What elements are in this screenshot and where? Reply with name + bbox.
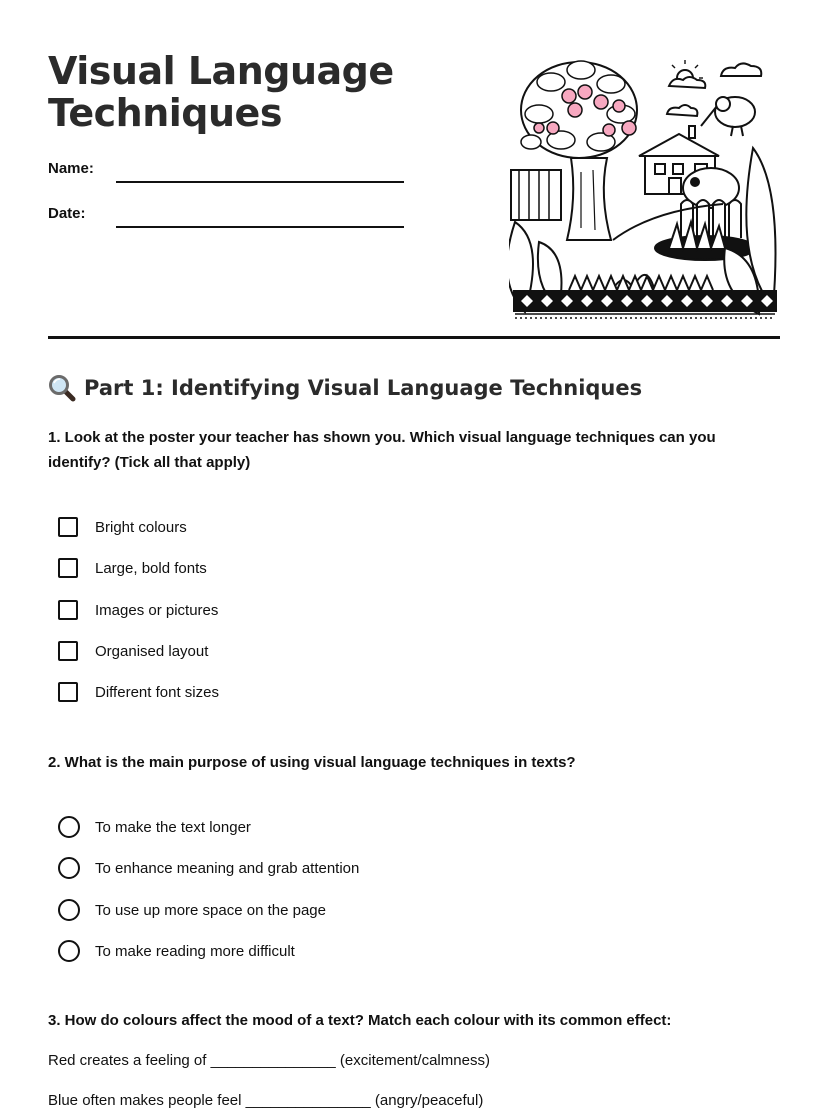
radio-button[interactable] — [58, 857, 80, 879]
checkbox[interactable] — [58, 517, 78, 537]
fill-in-sentence[interactable]: Red creates a feeling of _______________ (excitement/calmness) — [48, 1052, 490, 1069]
checkbox[interactable] — [58, 641, 78, 661]
garden-scene-illustration — [509, 52, 781, 320]
part-1-heading — [48, 374, 642, 402]
q2-option-label: To make reading more difficult — [95, 942, 295, 960]
q2-option[interactable] — [58, 899, 326, 921]
magnifying-glass-icon — [48, 374, 76, 402]
question-2: 2. What is the main purpose of using visual language techniques in texts? — [48, 754, 576, 771]
q1-option-label: Large, bold fonts — [95, 559, 207, 577]
q2-option-label: To use up more space on the page — [95, 901, 326, 919]
q1-option-label: Images or pictures — [95, 601, 219, 619]
question-3: 3. How do colours affect the mood of a text? Match each colour with its common effect: — [48, 1012, 672, 1029]
radio-button[interactable] — [58, 899, 80, 921]
q2-option[interactable] — [58, 816, 251, 838]
radio-button[interactable] — [58, 816, 80, 838]
q1-option[interactable] — [58, 600, 218, 620]
date-label: Date: — [48, 205, 86, 222]
title-line-2: Techniques — [48, 91, 282, 135]
q2-option[interactable] — [58, 940, 295, 962]
q1-option[interactable] — [58, 641, 208, 661]
checkbox[interactable] — [58, 682, 78, 702]
checkbox[interactable] — [58, 558, 78, 578]
q1-option[interactable] — [58, 558, 207, 578]
q1-option-label: Organised layout — [95, 642, 209, 660]
q1-option[interactable] — [58, 517, 187, 537]
q2-option[interactable] — [58, 857, 359, 879]
name-field[interactable] — [116, 181, 404, 183]
question-1: 1. Look at the poster your teacher has shown you. Which visual language techniques can you identify? (Tick all that apply) — [48, 429, 716, 471]
date-field[interactable] — [116, 226, 404, 228]
q1-option-label: Bright colours — [95, 518, 187, 536]
q2-option-label: To enhance meaning and grab attention — [95, 859, 360, 877]
part-1-heading-text: Part 1: Identifying Visual Language Techniques — [84, 376, 643, 400]
q1-option[interactable] — [58, 682, 219, 702]
checkbox[interactable] — [58, 600, 78, 620]
fill-in-sentence[interactable]: Blue often makes people feel _______________ (angry/peaceful) — [48, 1092, 484, 1109]
q2-option-label: To make the text longer — [95, 818, 251, 836]
section-divider — [48, 336, 780, 339]
name-label: Name: — [48, 160, 94, 177]
q1-option-label: Different font sizes — [95, 683, 219, 701]
radio-button[interactable] — [58, 940, 80, 962]
title-line-1: Visual Language — [48, 49, 394, 93]
worksheet-title — [48, 50, 394, 134]
